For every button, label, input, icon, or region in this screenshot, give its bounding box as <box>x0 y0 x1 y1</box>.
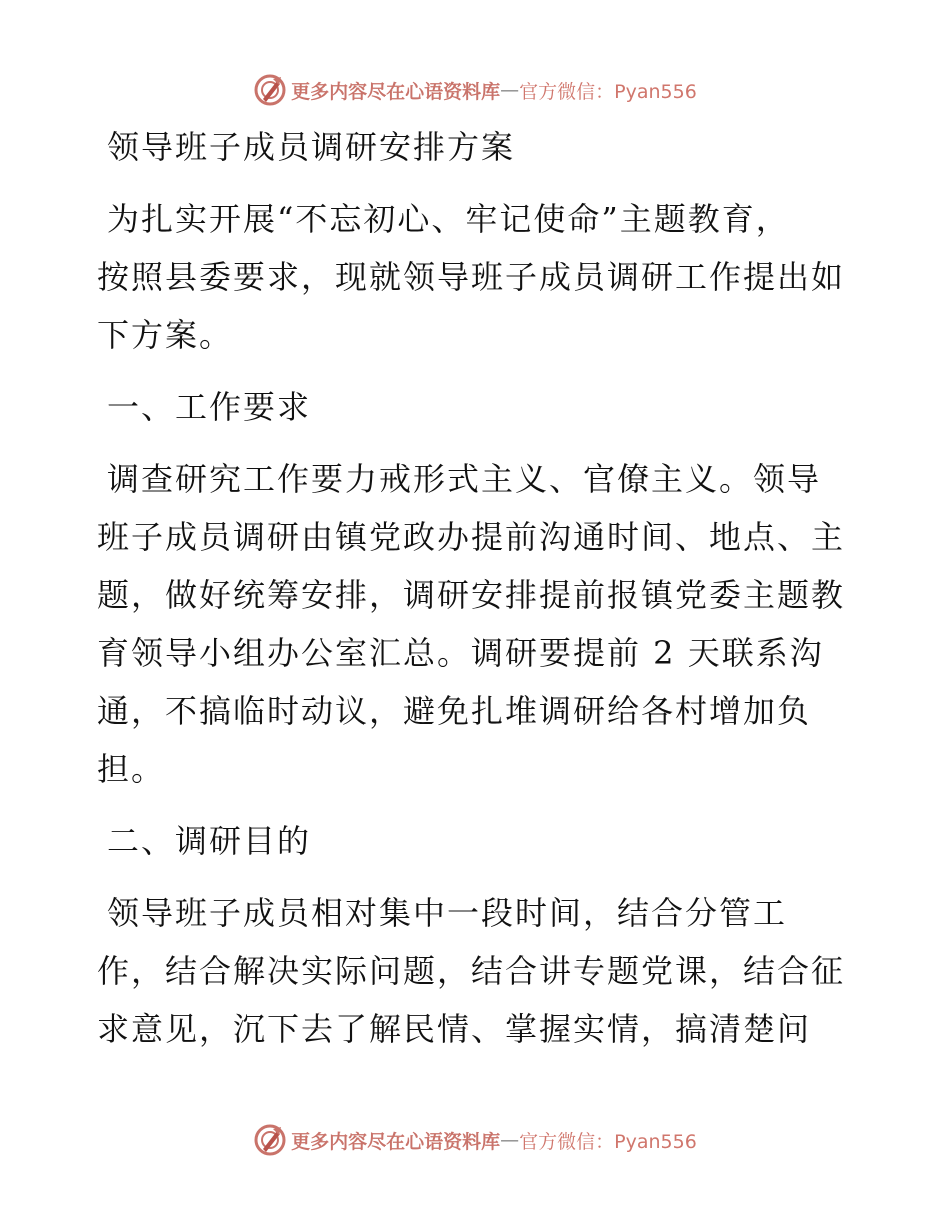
document-body <box>97 118 857 1058</box>
intro-line: 下方案。 <box>97 316 234 354</box>
section1-heading: 一、工作要求 <box>107 388 312 426</box>
section1-line: 调查研究工作要力戒形式主义、官僚主义。领导 <box>107 460 822 498</box>
watermark-suffix: 官方微信：Pyan556 <box>519 1130 697 1153</box>
section1-line: 题，做好统筹安排，调研安排提前报镇党委主题教 <box>97 576 846 614</box>
document-title: 领导班子成员调研安排方案 <box>107 128 516 166</box>
intro-line: 为扎实开展“不忘初心、牢记使命”主题教育， <box>107 200 790 238</box>
watermark-text: 更多内容尽在心语资料库 <box>291 1130 501 1153</box>
section1-line: 通，不搞临时动议，避免扎堆调研给各村增加负 <box>97 692 812 730</box>
section1-line: 班子成员调研由镇党政办提前沟通时间、地点、主 <box>97 518 846 556</box>
brand-logo-icon <box>253 73 287 107</box>
watermark-suffix: 官方微信：Pyan556 <box>519 80 697 103</box>
section2-line: 领导班子成员相对集中一段时间，结合分管工 <box>107 894 788 932</box>
section1-line: 担。 <box>97 750 166 788</box>
watermark-dash: — <box>500 1129 520 1151</box>
section2-line: 作，结合解决实际问题，结合讲专题党课，结合征 <box>97 952 846 990</box>
header-watermark <box>0 70 950 110</box>
section2-heading: 二、调研目的 <box>107 822 312 860</box>
intro-line: 按照县委要求，现就领导班子成员调研工作提出如 <box>97 258 846 296</box>
section2-line: 求意见，沉下去了解民情、掌握实情，搞清楚问 <box>97 1010 812 1048</box>
section1-line: 育领导小组办公室汇总。调研要提前 2 天联系沟 <box>97 634 824 672</box>
brand-logo-icon <box>253 1123 287 1157</box>
watermark-dash: — <box>500 79 520 101</box>
footer-watermark <box>0 1120 950 1160</box>
watermark-text: 更多内容尽在心语资料库 <box>291 80 501 103</box>
